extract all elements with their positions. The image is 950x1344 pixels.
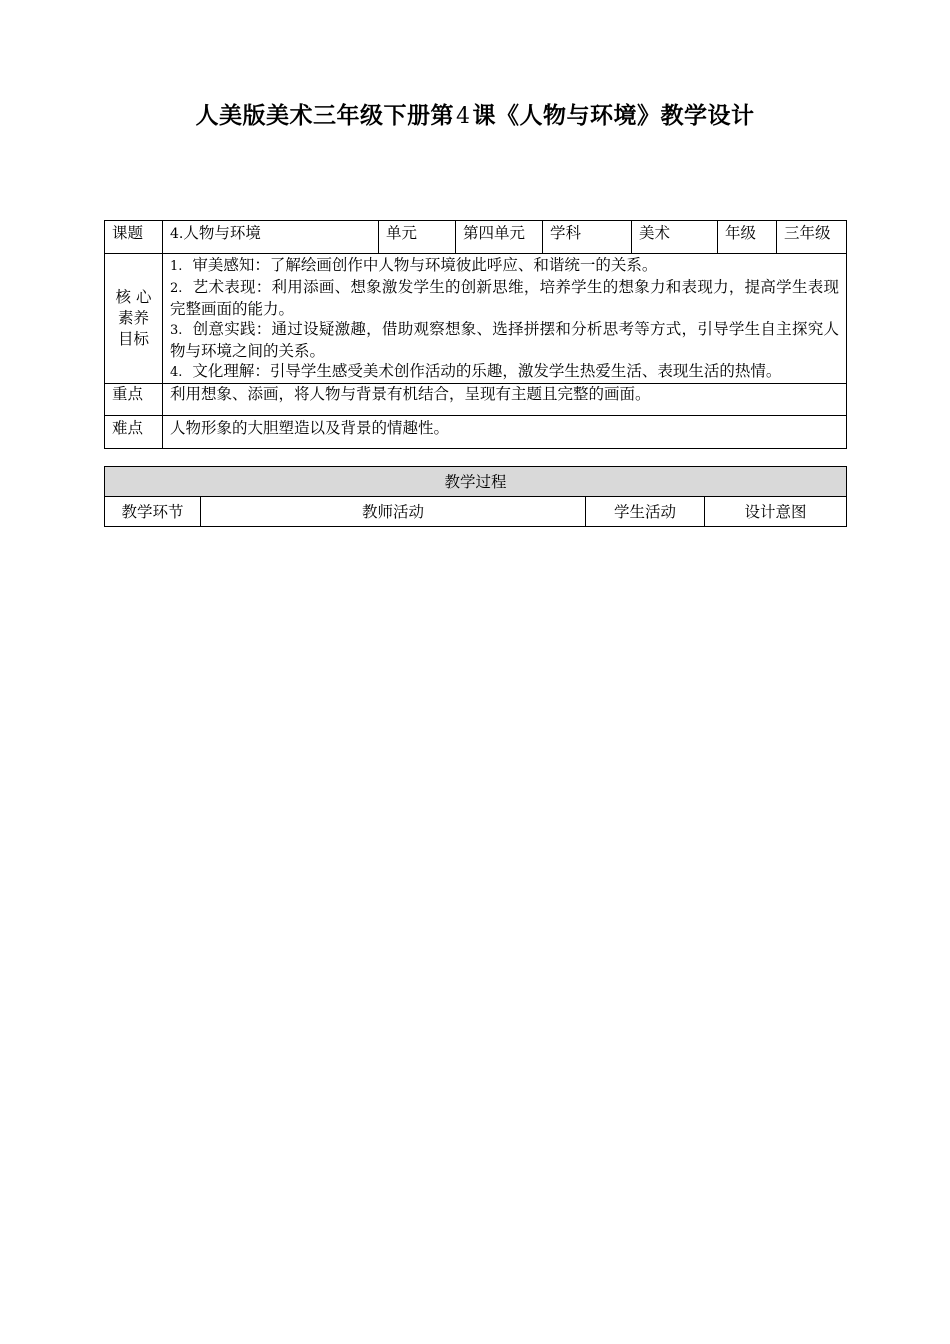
core-goals-label-line: 素养 xyxy=(117,309,149,327)
title-prefix: 人美版美术三年级下册第 xyxy=(195,103,454,129)
column-header-design-intent: 设计意图 xyxy=(705,497,847,527)
core-goals-content xyxy=(163,254,847,384)
goal-item xyxy=(170,255,839,277)
core-goals-row xyxy=(105,254,847,384)
core-goals-label xyxy=(105,254,163,384)
goal-number: 1. xyxy=(170,259,183,274)
subject-value: 美术 xyxy=(632,221,718,254)
goal-text: 文化理解：引导学生感受美术创作活动的乐趣，激发学生热爱生活、表现生活的热情。 xyxy=(192,362,782,380)
difficulty-value: 人物形象的大胆塑造以及背景的情趣性。 xyxy=(163,416,847,449)
topic-value-cell xyxy=(163,221,379,254)
core-goals-label-line: 目标 xyxy=(117,330,149,348)
grade-value: 三年级 xyxy=(777,221,847,254)
goal-text: 艺术表现：利用添画、想象激发学生的创新思维，培养学生的想象力和表现力，提高学生表现完整画面的能力。 xyxy=(170,278,839,318)
column-header-stage: 教学环节 xyxy=(105,497,201,527)
grade-label: 年级 xyxy=(718,221,777,254)
goal-number: 4. xyxy=(170,365,183,380)
process-header: 教学过程 xyxy=(105,467,847,497)
title-suffix: 课《人物与环境》教学设计 xyxy=(472,103,755,129)
goal-item xyxy=(170,319,839,361)
difficulty-label: 难点 xyxy=(105,416,163,449)
lesson-info-table xyxy=(104,220,847,449)
topic-number: 4. xyxy=(170,226,184,242)
subject-label: 学科 xyxy=(543,221,632,254)
goal-text: 审美感知：了解绘画创作中人物与环境彼此呼应、和谐统一的关系。 xyxy=(192,256,658,274)
unit-value: 第四单元 xyxy=(456,221,543,254)
lesson-header-row xyxy=(105,221,847,254)
key-point-value: 利用想象、添画，将人物与背景有机结合，呈现有主题且完整的画面。 xyxy=(163,384,847,416)
process-columns-row xyxy=(105,497,847,527)
core-goals-label-line: 核 心 xyxy=(115,288,152,306)
unit-label: 单元 xyxy=(379,221,456,254)
goal-text: 创意实践：通过设疑激趣，借助观察想象、选择拼摆和分析思考等方式，引导学生自主探究人物与环境之间的关系。 xyxy=(170,320,839,360)
column-header-teacher-activity: 教师活动 xyxy=(201,497,586,527)
column-header-student-activity: 学生活动 xyxy=(586,497,705,527)
key-point-label: 重点 xyxy=(105,384,163,416)
goal-number: 2. xyxy=(170,281,183,296)
teaching-process-table xyxy=(104,466,847,527)
difficulty-row xyxy=(105,416,847,449)
process-header-row xyxy=(105,467,847,497)
goal-item xyxy=(170,361,839,383)
title-lesson-number: 4 xyxy=(456,104,471,129)
goal-number: 3. xyxy=(170,323,183,338)
topic-label: 课题 xyxy=(105,221,163,254)
document-title xyxy=(0,98,950,135)
topic-value: 人物与环境 xyxy=(183,224,261,242)
key-point-row xyxy=(105,384,847,416)
goal-item xyxy=(170,277,839,319)
